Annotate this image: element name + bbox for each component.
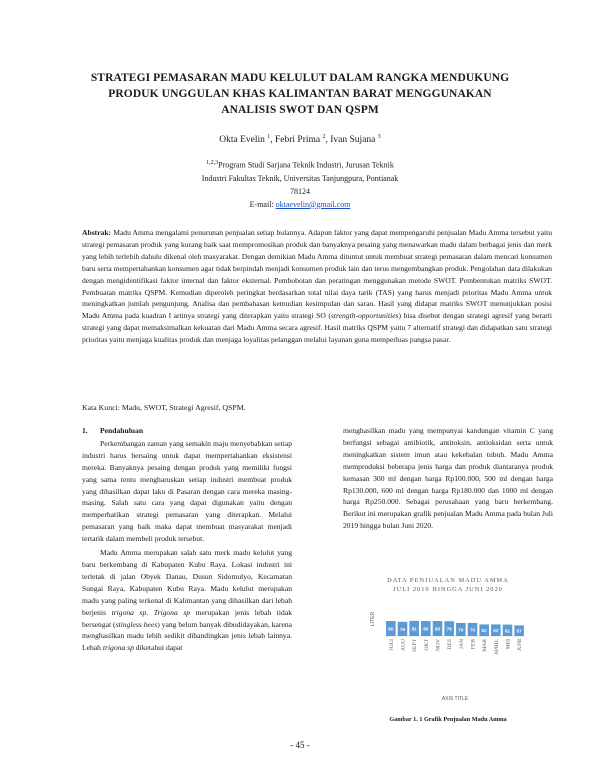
x-axis-label: AXIS TITLE (441, 696, 469, 702)
x-tick-label: DES (447, 639, 454, 650)
author-sup: 3 (377, 134, 381, 140)
abstract-text: Madu Amma mengalami penurunan penjualan setiap bulannya. Adapun faktor yang dapat mempengaruhi penjualan Madu Amma tersebut yaitu strategi pemasaran produk yang kurang baik saat mempromosikan produk dan banyaknya pesaing yang menawarkan madu dalam berbagai jenis dan merk yang lebih terlebih dahulu dikenal oleh masyarakat. Dengan demikian Madu Amma dituntut untuk membuat strategi pemasaran dalam mencari konsumen baru serta mempertahankan konsumen agar tidak berpindah menjadi konsumen produk lain dan terus mengembangkan produk. Pengolahan data dilakukan dengan mengidentifikasi faktor internal dan faktor eksternal. Pembobotan dan peratingan menggunakan metode SWOT. Pembentukan matriks SWOT. Pembuatan matriks QSPM. Kemudian diperoleh peringkat berdasarkan total nilai daya tarik (TAS) yang harus menjadi prioritas Madu Amma untuk meningkatkan jumlah pengunjung. Analisa dan pembahasan kemudian kesimpulan dan saran. Hasil yang didapat matriks SWOT menunjukkan posisi Madu Amma pada kuadran I artinya strategi yang diterapkan yaitu strategi SO ( (82, 228, 552, 321)
affiliation (140, 157, 460, 211)
x-tick-label: AGU (400, 639, 407, 652)
right-column (343, 425, 553, 532)
keywords: Kata Kunci: Madu, SWOT, Strategi Agresif, QSPM. (82, 403, 246, 412)
y-axis-label: LITER (370, 611, 376, 627)
abstract-text: ) bisa disebut dengan strategi agresif yang berarti strategi yang dapat memaksimalkan kekuatan dari Madu Amma secara agresif. Hasil matriks QSPM yaitu 7 alternatif strategi dan didapatkan satu strategi prioritas yaitu menjaga kualitas produk dan menjaga loyalitas pelanggan melalui layanan guna memperluas pangsa pasar. (82, 311, 552, 345)
section-number: 1. (82, 426, 88, 435)
page-number: - 45 - (290, 740, 310, 750)
bar-value-label: 70 (469, 627, 476, 633)
author-sup: 1 (267, 134, 271, 140)
bar-value-label: 80 (434, 626, 441, 632)
body-paragraph: Perkembangan zaman yang semakin maju menyebabkan setiap industri harus bersaing untuk dapat mempertahankan eksistensi mereka. Banyaknya pesaing dengan produk yang memiliki fungsi yang sama tentu mengharuskan setiap industri membuat produk yang dihasilkan dapat laku di Pasaran dengan cara mereka masing-masing. Salah satu cara yang dapat digunakan yaitu dengan memperhatikan strategi pemasaran yang diterapkan. Melalui pemasaran yang baik maka dapat membuat masyarakat menjadi tertarik dalam membeli produk tersebut. (82, 438, 292, 544)
email-label: E-mail: (249, 199, 274, 209)
abstract-italic: strength-opportunities (330, 311, 399, 321)
author-name: Okta Evelin (219, 135, 265, 146)
section-title: Pendahuluan (100, 426, 144, 435)
abstract-label: Abstrak: (82, 228, 112, 237)
author-list: Okta Evelin $^1$, Febri Prima $^2$, Ivan Sujana $^3$ (219, 134, 381, 146)
x-tick-label: NOV (435, 639, 442, 652)
section-heading (82, 425, 292, 437)
affil-line: Program Studi Sarjana Teknik Industri, Jurusan Teknik (218, 160, 394, 170)
bar-value-label: 62 (493, 628, 499, 634)
email-link[interactable]: oktaevelin@gmail.com (275, 199, 351, 209)
bar-value-label: 61 (504, 628, 511, 634)
body-paragraph: menghasilkan madu yang mempunyai kandungan vitamin C yang berfungsi sebagai antibiotik, antitoksin, antioksidan serta untuk meningkatkan sistem imun atau kekebalan tubuh. Madu Amma memproduksi beberapa jenis harga dan produk diantaranya produk kemasan 300 ml dengan harga Rp100.000, 500 ml dengan harga Rp130.000, 600 ml dengan harga Rp180.000 dan 1000 ml dengan harga Rp250.000. Sebagai perusahaan yang baru berkembang. Berikut ini merupakan grafik penjualan Madu Amma pada bulan Juli 2019 hingga bulan Juni 2020. (343, 426, 553, 531)
bar-value-label: 57 (516, 628, 522, 634)
title-line: ANALISIS SWOT DAN QSPM (221, 104, 379, 116)
bar-value-label: 70 (458, 627, 464, 633)
affil-line: 78124 (290, 186, 310, 196)
x-tick-label: MEI (505, 639, 512, 650)
bar-value-label: 79 (446, 626, 452, 632)
sales-chart (363, 572, 533, 704)
title-line: PRODUK UNGGULAN KHAS KALIMANTAN BARAT MENGGUNAKAN (108, 88, 492, 100)
body-paragraph: Madu Amma merupakan salah satu merk madu kelulut yang baru berkembang di Kabupaten Kubu Raya. Lokasi industri ini terletak di jalan Obyek Danau, Dusun Sidomulyo, Kecamatan Sungai Raya, Kabupaten Kubu Raya. Madu kelulut merupakan madu yang paling terkenal di Kalimantan yang dihasilkan dari lebah berjenis trigona sp. Trigona sp merupakan jenis lebah tidak bersengat (stingless bees) yang belum banyak dibudidayakan, karena menghasilkan madu lebih sedikit dibandingkan jenis lebah lainnya. Lebah trigona sp diketahui dapat (82, 548, 292, 653)
x-tick-label: JULI (388, 639, 395, 651)
x-tick-label: JAN (458, 639, 465, 650)
x-tick-label: APRIL (493, 639, 500, 656)
bar-value-label: 81 (411, 626, 417, 632)
title-line: STRATEGI PEMASARAN MADU KELULUT DALAM RANGKA MENDUKUNG (90, 72, 510, 84)
affil-line: Industri Fakultas Teknik, Universitas Tanjungpura, Pontianak (201, 173, 399, 183)
chart-svg (363, 572, 533, 704)
author-name: Ivan Sujana (330, 135, 376, 146)
author-sup: 2 (322, 134, 326, 140)
x-tick-label: JUNI (517, 639, 524, 652)
chart-subtitle: JULI 2019 HINGGA JUNI 2020 (393, 586, 503, 593)
chart-title: DATA PENJUALAN MADU AMMA (387, 577, 509, 584)
figure-caption: Gambar 1. 1 Grafik Penjualan Madu Amma (389, 716, 507, 723)
bar-value-label: 62 (481, 628, 487, 634)
x-tick-label: SEPT (412, 639, 419, 653)
left-column (82, 425, 292, 656)
bar-value-label: 80 (388, 626, 394, 632)
author-name: Febri Prima (275, 135, 321, 146)
affil-sup: 1,2,3 (206, 160, 219, 166)
bar-value-label: 76 (399, 626, 406, 632)
abstract (82, 227, 552, 346)
x-tick-label: FEB (470, 639, 477, 650)
bar-value-label: 80 (423, 626, 429, 632)
x-tick-label: OKT (423, 639, 430, 651)
paper-title (60, 70, 540, 118)
x-tick-label: MAR (482, 639, 489, 652)
